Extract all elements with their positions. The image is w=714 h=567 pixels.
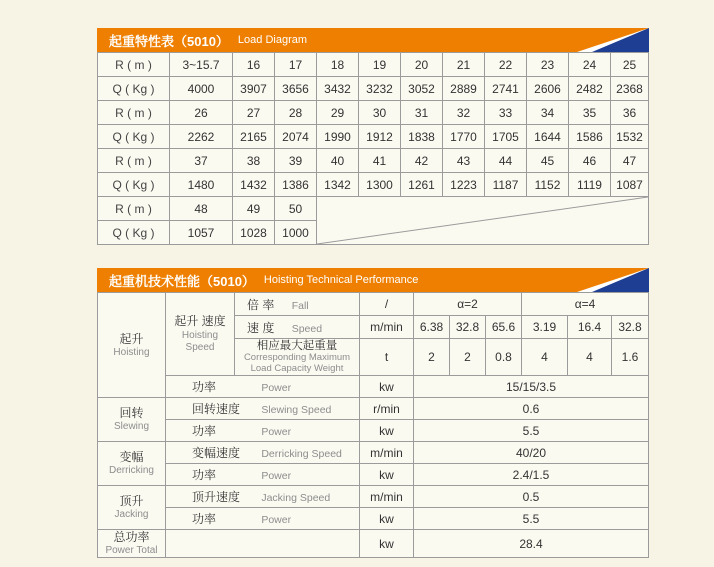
load-cell: 2368 (611, 77, 649, 101)
table-row (98, 125, 649, 149)
table-row (98, 530, 649, 558)
item-label-cn: 功率 (192, 424, 217, 439)
load-cell: 3656 (275, 77, 317, 101)
value-cell: 1.6 (612, 339, 649, 376)
load-cell: 4000 (170, 77, 233, 101)
load-cell: 3232 (359, 77, 401, 101)
load-cell: 18 (317, 53, 359, 77)
item-label-en: Corresponding Maximum Load Capacity Weight (243, 352, 351, 375)
load-cell: 26 (170, 101, 233, 125)
load-cell: 1644 (527, 125, 569, 149)
load-diagram-title-en: Load Diagram (237, 34, 308, 46)
value-cell: 16.4 (568, 316, 612, 339)
load-cell: 48 (170, 197, 233, 221)
load-cell: 1000 (275, 221, 317, 245)
unit-cell: m/min (360, 486, 414, 508)
load-diagram-title-cn: 起重特性表（5010） (109, 33, 229, 49)
item-label-cn: 倍 率 (247, 297, 275, 312)
load-cell: 2074 (275, 125, 317, 149)
load-cell: 1087 (611, 173, 649, 197)
item-label-en: Power (261, 514, 292, 527)
load-cell: 1057 (170, 221, 233, 245)
table-row (98, 420, 649, 442)
load-cell: 2165 (233, 125, 275, 149)
value-cell: 65.6 (486, 316, 522, 339)
item-label-cn: 相应最大起重量 (256, 340, 338, 352)
item-slewing-speed (166, 398, 360, 420)
item-label-en: Fall (291, 299, 309, 312)
load-cell: 1912 (359, 125, 401, 149)
load-cell: 3~15.7 (170, 53, 233, 77)
load-cell: 33 (485, 101, 527, 125)
unit-cell: t (360, 339, 414, 376)
group-power-total (98, 530, 166, 558)
value-cell: 15/15/3.5 (414, 376, 649, 398)
unit-cell: kw (360, 420, 414, 442)
load-cell: 30 (359, 101, 401, 125)
group-label-cn: 总功率 (113, 530, 150, 545)
load-diagram-section (97, 28, 649, 245)
table-row (98, 464, 649, 486)
item-label-en: Derricking Speed (261, 448, 342, 461)
performance-title-cn: 起重机技术性能（5010） (109, 273, 255, 289)
load-cell: 25 (611, 53, 649, 77)
item-label-cn: 速 度 (247, 320, 275, 335)
item-jacking-power (166, 508, 360, 530)
load-cell: 44 (485, 149, 527, 173)
load-cell: 2262 (170, 125, 233, 149)
item-label-cn: 功率 (192, 512, 217, 527)
value-cell: 2 (450, 339, 486, 376)
value-cell: 32.8 (450, 316, 486, 339)
empty-cell (166, 530, 360, 558)
performance-table (97, 292, 649, 558)
load-cell: 35 (569, 101, 611, 125)
table-row (98, 442, 649, 464)
item-label-cn: 变幅速度 (192, 446, 241, 461)
row-label: R ( m ) (98, 149, 170, 173)
item-label-en: Jacking Speed (261, 492, 331, 505)
alpha2-header: α=2 (414, 293, 522, 316)
value-cell: 0.5 (414, 486, 649, 508)
unit-cell: r/min (360, 398, 414, 420)
item-label-cn: 功率 (192, 380, 217, 395)
unit-cell: kw (360, 464, 414, 486)
group-label-cn: 起升 (119, 331, 144, 346)
load-cell: 42 (401, 149, 443, 173)
load-cell: 1990 (317, 125, 359, 149)
load-cell: 32 (443, 101, 485, 125)
value-cell: 28.4 (414, 530, 649, 558)
value-cell: 0.6 (414, 398, 649, 420)
load-cell: 1432 (233, 173, 275, 197)
item-label-en: Power (261, 470, 292, 483)
value-cell: 5.5 (414, 508, 649, 530)
item-label-en: Speed (291, 322, 323, 335)
load-cell: 1342 (317, 173, 359, 197)
item-label-en: Power (261, 426, 292, 439)
group-slewing (98, 398, 166, 442)
group-label-cn: 顶升 (119, 494, 144, 509)
load-cell: 1770 (443, 125, 485, 149)
row-label: Q ( Kg ) (98, 77, 170, 101)
group-derricking (98, 442, 166, 486)
item-label-cn: 功率 (192, 468, 217, 483)
table-row (98, 101, 649, 125)
table-row (98, 173, 649, 197)
alpha4-header: α=4 (522, 293, 649, 316)
load-cell: 2889 (443, 77, 485, 101)
item-derricking-power (166, 464, 360, 486)
row-label: Q ( Kg ) (98, 125, 170, 149)
load-cell: 34 (527, 101, 569, 125)
table-row (98, 508, 649, 530)
load-cell: 1480 (170, 173, 233, 197)
load-cell: 21 (443, 53, 485, 77)
load-cell: 1187 (485, 173, 527, 197)
value-cell: 4 (568, 339, 612, 376)
subgroup-label-cn: 起升 速度 (174, 314, 226, 329)
load-cell: 1119 (569, 173, 611, 197)
unit-cell: kw (360, 376, 414, 398)
item-jacking-speed (166, 486, 360, 508)
table-row (98, 149, 649, 173)
item-hoisting-power (166, 376, 360, 398)
load-cell: 3432 (317, 77, 359, 101)
load-cell: 3907 (233, 77, 275, 101)
table-row (98, 398, 649, 420)
group-label-en: Slewing (113, 421, 150, 433)
performance-header-bar (97, 268, 649, 292)
row-label: R ( m ) (98, 197, 170, 221)
unit-cell: kw (360, 508, 414, 530)
value-cell: 40/20 (414, 442, 649, 464)
load-cell: 29 (317, 101, 359, 125)
value-cell: 0.8 (486, 339, 522, 376)
item-speed (235, 316, 360, 339)
load-cell: 37 (170, 149, 233, 173)
load-cell: 46 (569, 149, 611, 173)
value-cell: 5.5 (414, 420, 649, 442)
row-label: R ( m ) (98, 101, 170, 125)
table-row (98, 53, 649, 77)
value-cell: 3.19 (522, 316, 568, 339)
diagonal-line (317, 197, 648, 244)
load-cell: 47 (611, 149, 649, 173)
load-cell: 24 (569, 53, 611, 77)
subgroup-label-en: Hoisting (181, 329, 219, 341)
value-cell: 6.38 (414, 316, 450, 339)
load-cell: 16 (233, 53, 275, 77)
group-label-cn: 回转 (119, 406, 144, 421)
load-cell: 1705 (485, 125, 527, 149)
load-diagram-table (97, 52, 649, 245)
item-derricking-speed (166, 442, 360, 464)
group-label-en: Derricking (108, 465, 154, 477)
load-cell: 17 (275, 53, 317, 77)
load-cell: 41 (359, 149, 401, 173)
group-label-en: Hoisting (113, 346, 150, 358)
load-cell: 2606 (527, 77, 569, 101)
load-diagram-header-bar (97, 28, 649, 52)
unit-cell: m/min (360, 442, 414, 464)
group-jacking (98, 486, 166, 530)
load-cell: 28 (275, 101, 317, 125)
item-max-capacity (235, 339, 360, 376)
row-label: Q ( Kg ) (98, 173, 170, 197)
table-row (98, 293, 649, 316)
load-cell: 31 (401, 101, 443, 125)
performance-section (97, 268, 649, 558)
row-label: R ( m ) (98, 53, 170, 77)
item-slewing-power (166, 420, 360, 442)
load-cell: 40 (317, 149, 359, 173)
load-cell: 43 (443, 149, 485, 173)
load-cell: 2482 (569, 77, 611, 101)
load-cell: 22 (485, 53, 527, 77)
load-cell: 1223 (443, 173, 485, 197)
subgroup-hoisting-speed (166, 293, 235, 376)
value-cell: 2 (414, 339, 450, 376)
value-cell: 32.8 (612, 316, 649, 339)
empty-region-diagonal (317, 197, 649, 245)
load-cell: 38 (233, 149, 275, 173)
item-fall (235, 293, 360, 316)
load-cell: 1028 (233, 221, 275, 245)
load-cell: 1532 (611, 125, 649, 149)
unit-cell: m/min (360, 316, 414, 339)
group-hoisting (98, 293, 166, 398)
load-cell: 3052 (401, 77, 443, 101)
item-label-en: Slewing Speed (261, 404, 332, 417)
load-cell: 50 (275, 197, 317, 221)
group-label-en: Power Total (105, 545, 158, 557)
table-row (98, 77, 649, 101)
value-cell: 4 (522, 339, 568, 376)
load-cell: 1300 (359, 173, 401, 197)
load-cell: 1261 (401, 173, 443, 197)
table-row (98, 376, 649, 398)
load-cell: 2741 (485, 77, 527, 101)
row-label: Q ( Kg ) (98, 221, 170, 245)
subgroup-label-en: Speed (185, 341, 215, 353)
table-row (98, 486, 649, 508)
load-cell: 27 (233, 101, 275, 125)
unit-cell: kw (360, 530, 414, 558)
load-cell: 39 (275, 149, 317, 173)
load-cell: 49 (233, 197, 275, 221)
item-label-en: Power (261, 382, 292, 395)
group-label-cn: 变幅 (119, 450, 144, 465)
value-cell: 2.4/1.5 (414, 464, 649, 486)
load-cell: 45 (527, 149, 569, 173)
load-cell: 1586 (569, 125, 611, 149)
load-cell: 1152 (527, 173, 569, 197)
load-cell: 23 (527, 53, 569, 77)
load-cell: 1386 (275, 173, 317, 197)
group-label-en: Jacking (114, 509, 149, 521)
item-label-cn: 回转速度 (192, 402, 241, 417)
unit-cell: / (360, 293, 414, 316)
load-cell: 1838 (401, 125, 443, 149)
load-cell: 36 (611, 101, 649, 125)
load-cell: 20 (401, 53, 443, 77)
load-cell: 19 (359, 53, 401, 77)
performance-title-en: Hoisting Technical Performance (263, 274, 419, 286)
item-label-cn: 顶升速度 (192, 490, 241, 505)
table-row (98, 197, 649, 221)
